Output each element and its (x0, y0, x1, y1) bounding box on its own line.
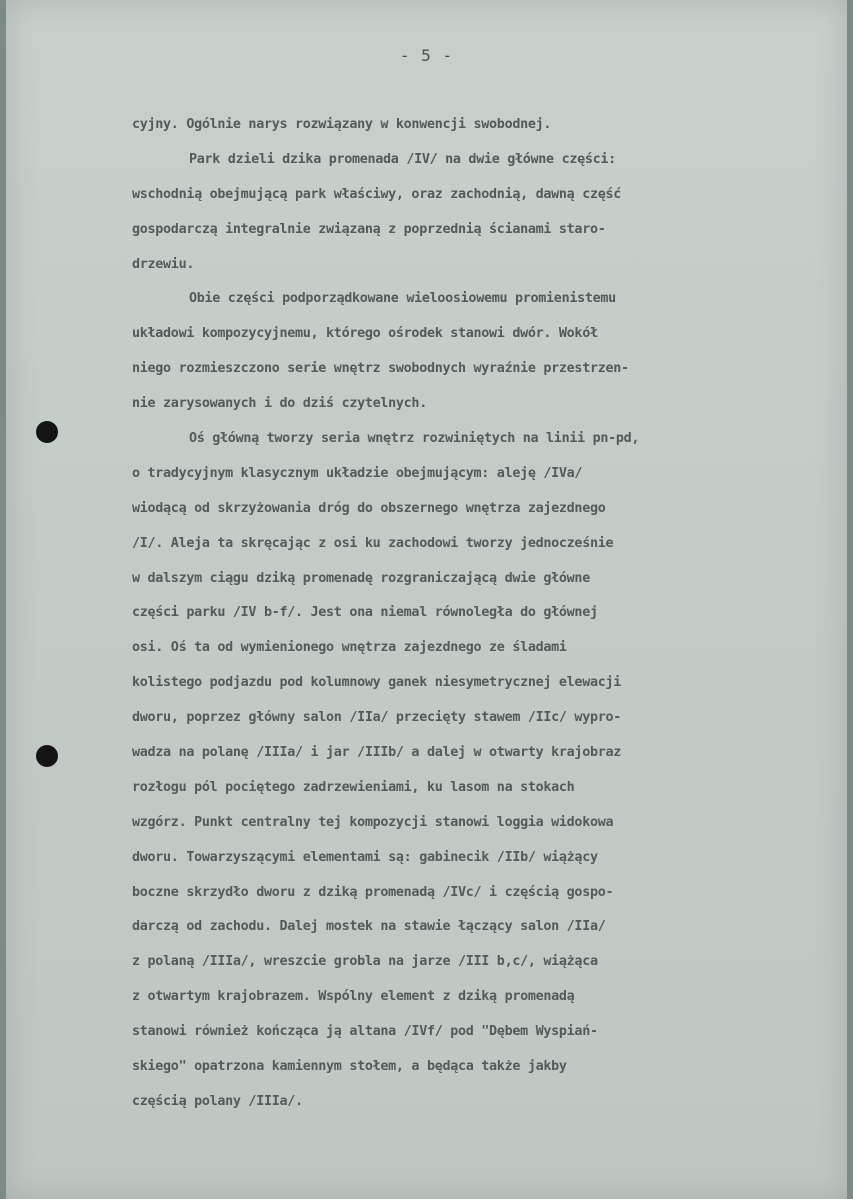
text-line: wschodnią obejmującą park właściwy, oraz zachodnią, dawną część (132, 186, 621, 202)
text-line: skiego" opatrzona kamiennym stołem, a będąca także jakby (132, 1059, 567, 1075)
body-text (132, 108, 812, 1120)
text-line: nie zarysowanych i do dziś czytelnych. (132, 396, 427, 412)
text-line: osi. Oś ta od wymienionego wnętrza zajezdnego ze śladami (132, 640, 567, 656)
text-line: o tradycyjnym klasycznym układzie obejmującym: aleję /IVa/ (132, 465, 583, 481)
text-line: dworu, poprzez główny salon /IIa/ przecięty stawem /IIc/ wypro- (132, 710, 621, 726)
text-line: wadza na polanę /IIIa/ i jar /IIIb/ a dalej w otwarty krajobraz (132, 745, 621, 761)
text-line: gospodarczą integralnie związaną z poprzednią ścianami staro- (132, 221, 606, 237)
text-line: wiodącą od skrzyżowania dróg do obszernego wnętrza zajezdnego (132, 500, 606, 516)
text-line: Obie części podporządkowane wieloosiowemu promienistemu (189, 291, 616, 307)
text-line: kolistego podjazdu pod kolumnowy ganek niesymetrycznej elewacji (132, 675, 621, 691)
text-line: z otwartym krajobrazem. Wspólny element z dziką promenadą (132, 989, 575, 1005)
page-number: - 5 - (399, 46, 454, 65)
text-line: /I/. Aleja ta skręcając z osi ku zachodowi tworzy jednocześnie (132, 535, 614, 551)
text-line: Park dzieli dzika promenada /IV/ na dwie główne części: (189, 151, 616, 167)
text-line: drzewiu. (132, 256, 195, 272)
text-line: w dalszym ciągu dziką promenadę rozgraniczającą dwie główne (132, 570, 590, 586)
document-page (6, 0, 847, 1199)
text-line: układowi kompozycyjnemu, którego ośrodek stanowi dwór. Wokół (132, 326, 598, 342)
text-line: stanowi również kończąca ją altana /IVf/ pod "Dębem Wyspiań- (132, 1024, 598, 1040)
binder-hole (36, 421, 58, 443)
text-line: darczą od zachodu. Dalej mostek na stawie łączący salon /IIa/ (132, 919, 606, 935)
text-line: boczne skrzydło dworu z dziką promenadą /IVc/ i częścią gospo- (132, 884, 614, 900)
text-line: części parku /IV b-f/. Jest ona niemal równoległa do głównej (132, 605, 598, 621)
text-line: cyjny. Ogólnie narys rozwiązany w konwencji swobodnej. (132, 117, 552, 132)
text-line: dworu. Towarzyszącymi elementami są: gabinecik /IIb/ wiążący (132, 849, 598, 865)
text-line: rozłogu pól pociętego zadrzewieniami, ku lasom na stokach (132, 779, 575, 795)
binder-hole (36, 745, 58, 767)
text-line: z polaną /IIIa/, wreszcie grobla na jarze /III b,c/, wiążąca (132, 954, 598, 970)
text-line: wzgórz. Punkt centralny tej kompozycji stanowi loggia widokowa (132, 814, 614, 830)
text-line: niego rozmieszczono serie wnętrz swobodnych wyraźnie przestrzen- (132, 361, 629, 377)
text-line: Oś główną tworzy seria wnętrz rozwiniętych na linii pn-pd, (189, 431, 640, 447)
text-line: częścią polany /IIIa/. (132, 1093, 303, 1109)
